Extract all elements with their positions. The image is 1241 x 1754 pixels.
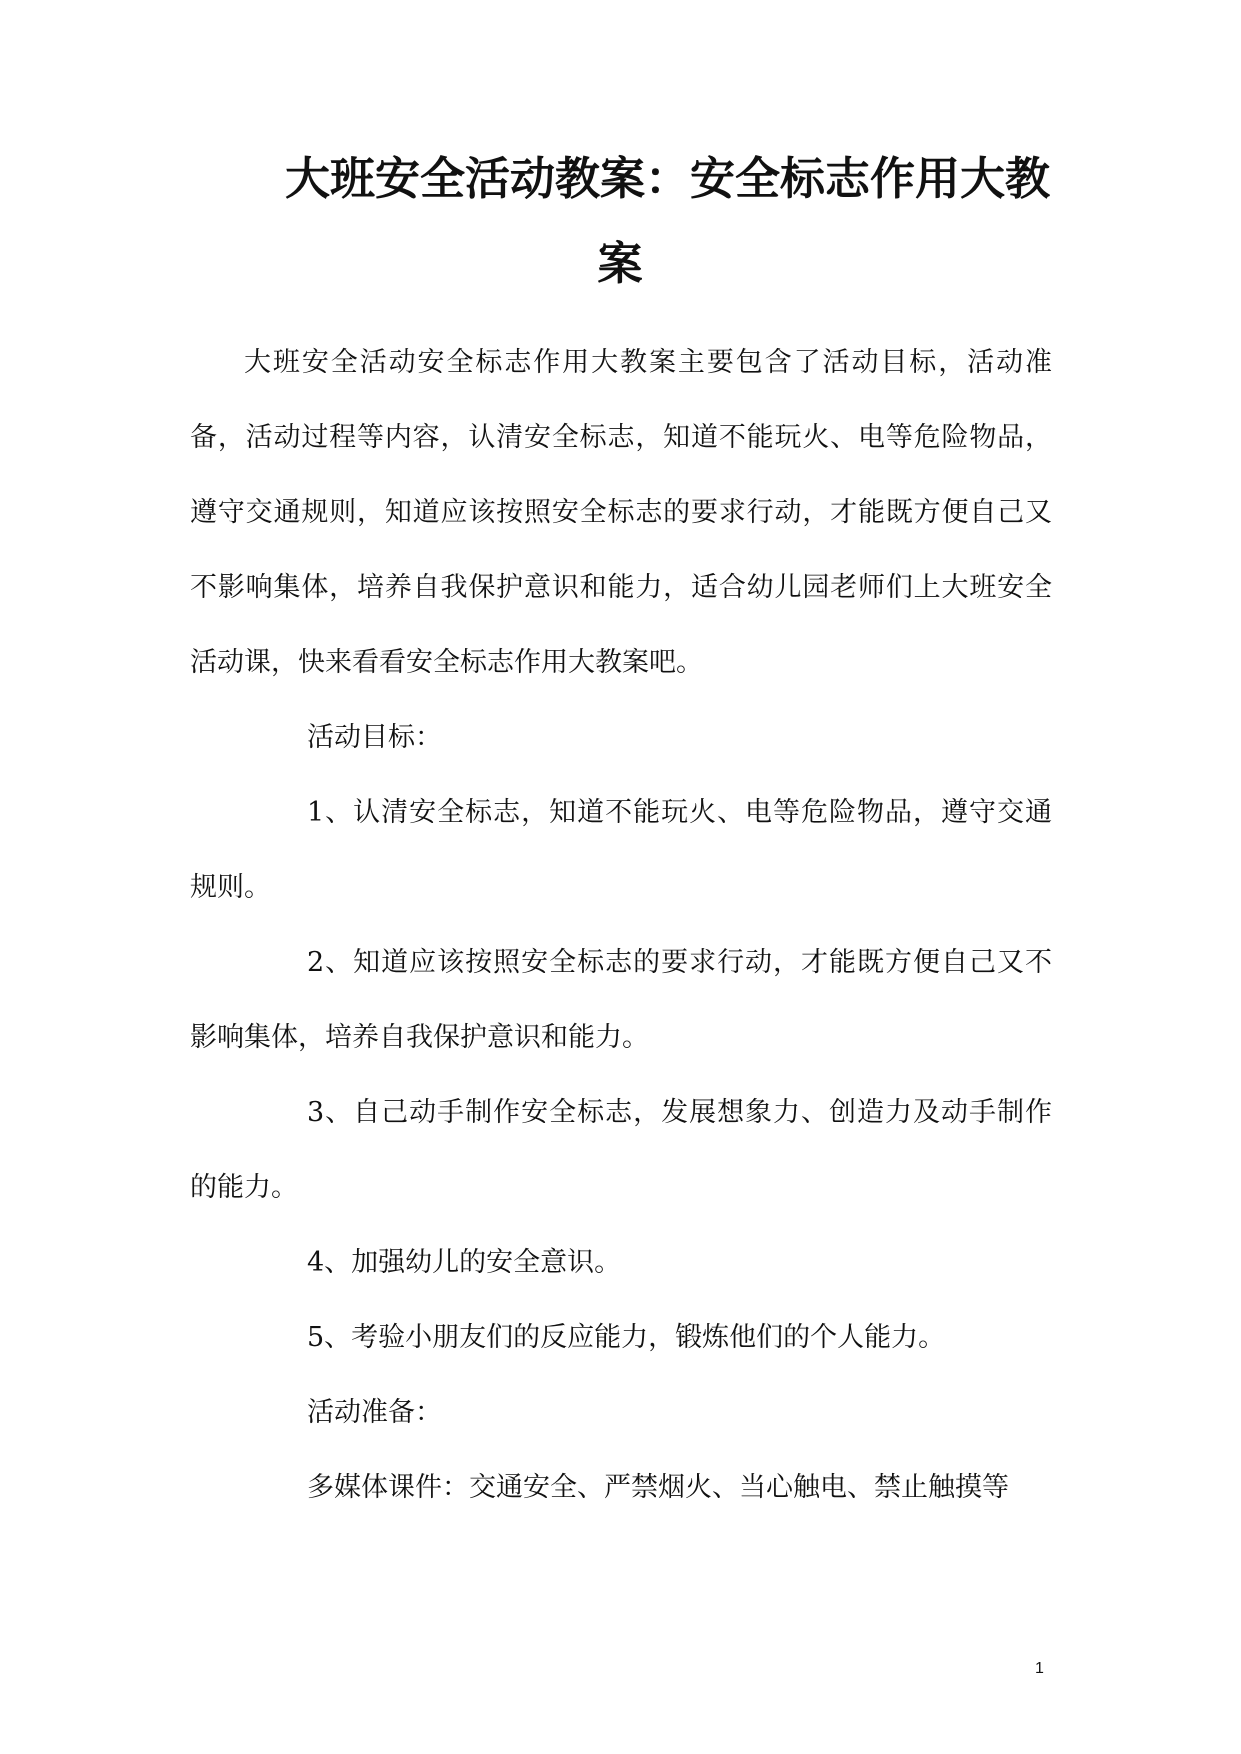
intro-paragraph: 大班安全活动安全标志作用大教案主要包含了活动目标，活动准备，活动过程等内容，认清安全标志，知道不能玩火、电等危险物品，遵守交通规则，知道应该按照安全标志的要求行动，才能既方便自己又不影响集体，培养自我保护意识和能力，适合幼儿园老师们上大班安全活动课，快来看看安全标志作用大教案吧。 — [190, 347, 1052, 678]
goal-item-2: 2、知道应该按照安全标志的要求行动，才能既方便自己又不影响集体，培养自我保护意识和能力。 — [190, 947, 1052, 1053]
prep-line: 多媒体课件：交通安全、严禁烟火、当心触电、禁止触摸等 — [307, 1472, 1009, 1503]
goal-item-4: 4、加强幼儿的安全意识。 — [307, 1247, 622, 1278]
goals-heading: 活动目标： — [307, 722, 442, 753]
prep-heading: 活动准备： — [307, 1397, 442, 1428]
goal-item-3: 3、自己动手制作安全标志，发展想象力、创造力及动手制作的能力。 — [190, 1097, 1052, 1203]
document-title-line-2: 案 — [597, 237, 643, 290]
document-title-line-1: 大班安全活动教案：安全标志作用大教 — [285, 152, 1051, 205]
page-number: 1 — [1035, 1660, 1044, 1677]
goal-item-1: 1、认清安全标志，知道不能玩火、电等危险物品，遵守交通规则。 — [190, 797, 1052, 903]
goal-item-5: 5、考验小朋友们的反应能力，锻炼他们的个人能力。 — [307, 1322, 946, 1353]
document-body — [190, 325, 1052, 1525]
